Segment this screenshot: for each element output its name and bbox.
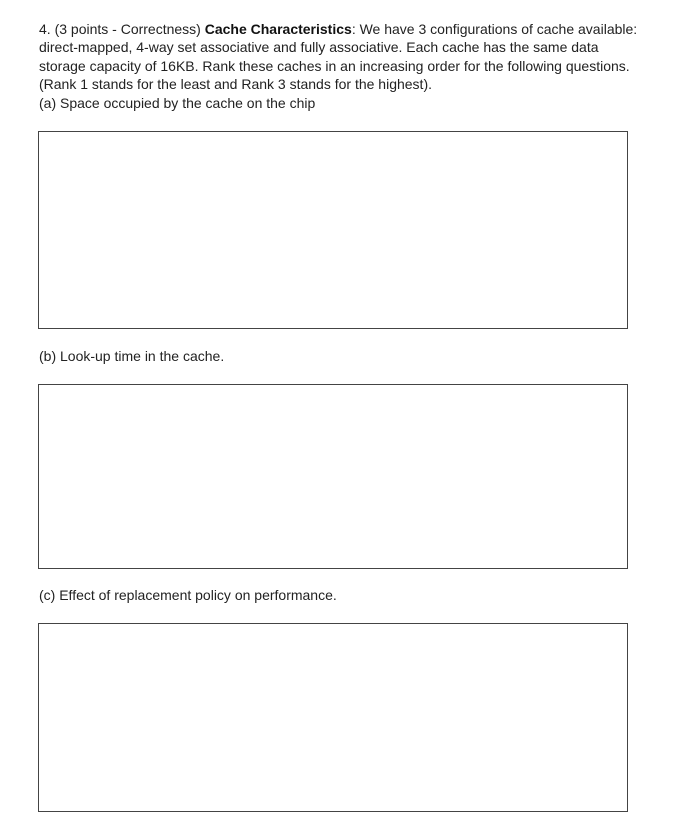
- part-c-label: (c) Effect of replacement policy on performance.: [39, 587, 337, 603]
- answer-box-c[interactable]: [38, 623, 628, 812]
- part-b-label: (b) Look-up time in the cache.: [39, 348, 225, 364]
- question-body: : We have 3 configurations of cache available: direct-mapped, 4-way set associative and fully associative. Each cache has the same data storage capacity of 16KB. Rank these caches in an increasing order for the following questions. (Rank 1 stands for the least and Rank 3 stands for the highest).: [39, 21, 638, 93]
- answer-box-a[interactable]: [38, 131, 628, 329]
- answer-box-b[interactable]: [38, 384, 628, 569]
- question-text: [39, 20, 639, 112]
- question-prefix: 4. (3 points - Correctness): [39, 21, 205, 37]
- question-title: Cache Characteristics: [204, 21, 352, 37]
- part-a-label: (a) Space occupied by the cache on the chip: [39, 94, 316, 111]
